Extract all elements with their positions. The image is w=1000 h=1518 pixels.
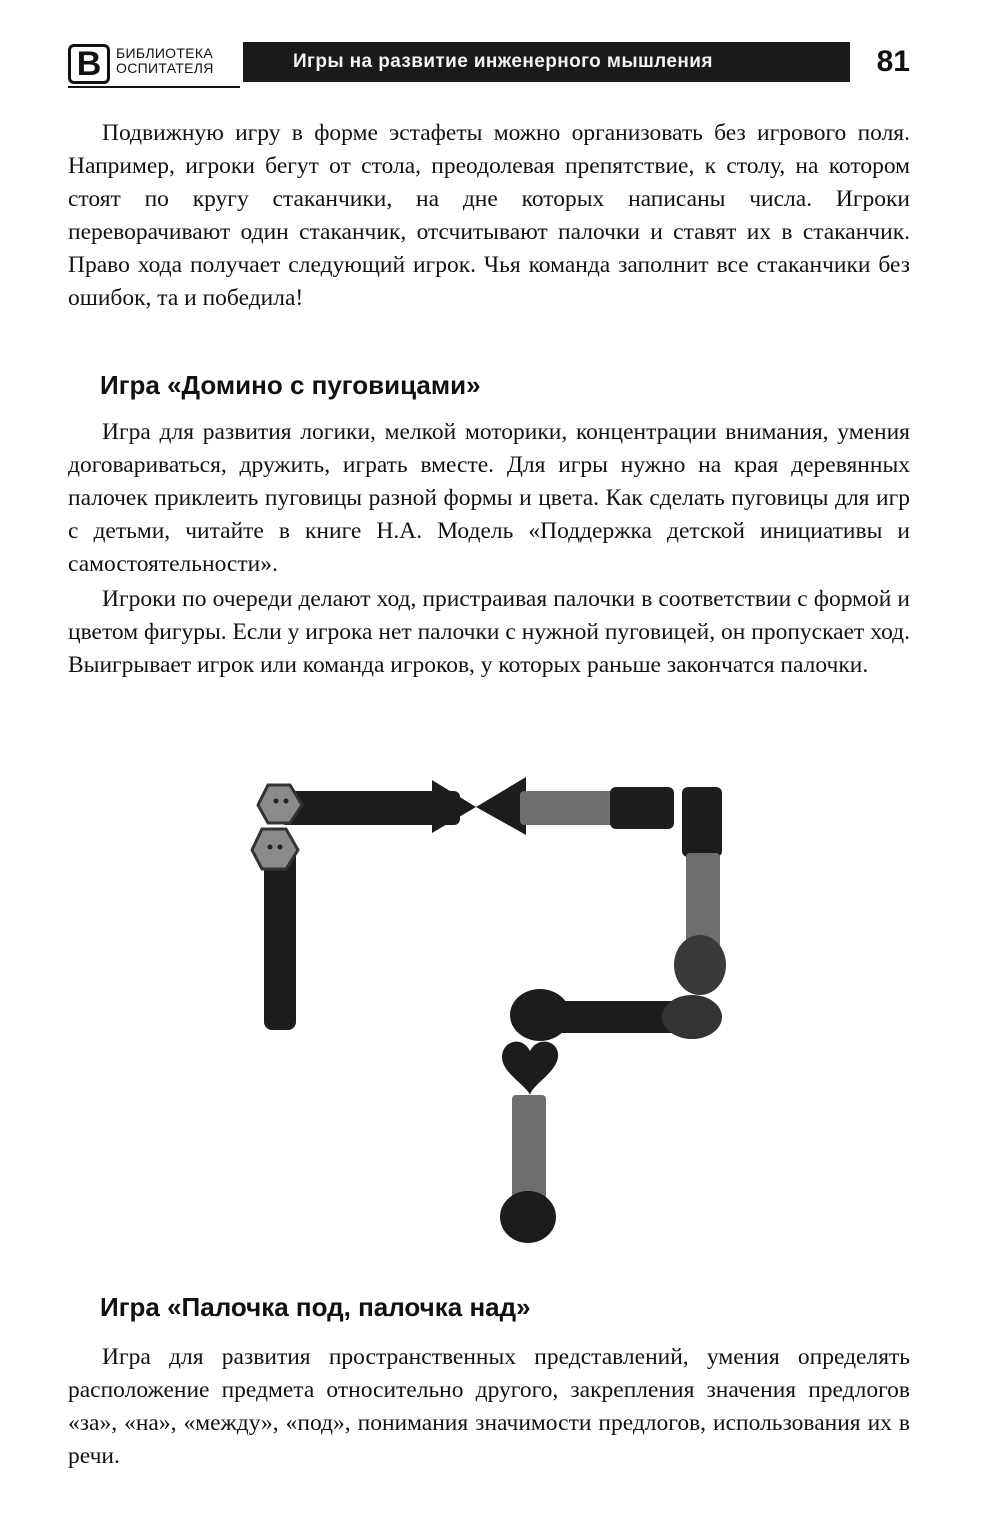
hexagon-button-icon (258, 785, 302, 823)
sticks-text-block (68, 1341, 910, 1473)
domino-paragraph-2: Игроки по очереди делают ход, пристраивая палочки в соответствии с формой и цветом фигуры. Если у игрока нет палочки с нужной пуговицей, он пропускает ход. Выигрывает игрок или команда игроков, у которых раньше закончатся палочки. (68, 586, 910, 678)
section-title-bar: Игры на развитие инженерного мышления (243, 42, 850, 82)
logo-line-1: БИБЛИОТЕКА (116, 45, 213, 61)
intro-paragraph: Подвижную игру в форме эстафеты можно организовать без игрового поля. Например, игроки бегут от стола, преодолевая препятствие, к столу, на котором стоят по кругу стаканчики, на дне которых написаны числа. Игроки переворачивают один стаканчик, отсчитывают палочки и ставят их в стаканчик. Право хода получает следующий игрок. Чья команда заполнит все стаканчики без ошибок, та и победила! (68, 120, 910, 311)
section-heading-domino: Игра «Домино с пуговицами» (100, 370, 481, 400)
round-button-icon (510, 989, 570, 1041)
intro-text-block (68, 117, 910, 315)
sticks-paragraph-1: Игра для развития пространственных представлений, умения определять расположение предмета относительно другого, закрепления значения предлогов «за», «на», «между», «под», понимания значимости предлогов, использования их в речи. (68, 1344, 910, 1469)
triangle-button-icon (476, 777, 526, 835)
domino-text-block (68, 416, 910, 682)
stick-left-vertical (264, 845, 296, 1030)
header-underline (68, 86, 240, 88)
triangle-button-icon (432, 780, 476, 833)
page-header (68, 40, 910, 90)
stick-top-middle (520, 791, 620, 825)
series-logo-badge: В (68, 44, 110, 84)
heart-button-icon (502, 1042, 558, 1095)
round-button-icon (662, 995, 722, 1039)
domino-buttons-illustration (240, 765, 740, 1255)
stick-lower-vertical (512, 1095, 546, 1205)
round-button-icon (674, 935, 726, 995)
logo-line-2: ОСПИТАТЕЛЯ (116, 60, 214, 76)
rectangle-button-icon (682, 787, 722, 857)
page-number: 81 (876, 45, 910, 78)
series-logo-text (116, 46, 214, 76)
rectangle-button-icon (610, 787, 674, 829)
hexagon-button-icon (252, 829, 298, 869)
oval-button-icon (500, 1191, 556, 1243)
domino-paragraph-1: Игра для развития логики, мелкой моторики, концентрации внимания, умения договариваться, дружить, играть вместе. Для игры нужно на края деревянных палочек приклеить пуговицы разной формы и цвета. Как сделать пуговицы для игр с детьми, читайте в книге Н.А. Модель «Поддержка детской инициативы и самостоятельности». (68, 419, 910, 577)
section-heading-sticks: Игра «Палочка под, палочка над» (100, 1292, 531, 1322)
